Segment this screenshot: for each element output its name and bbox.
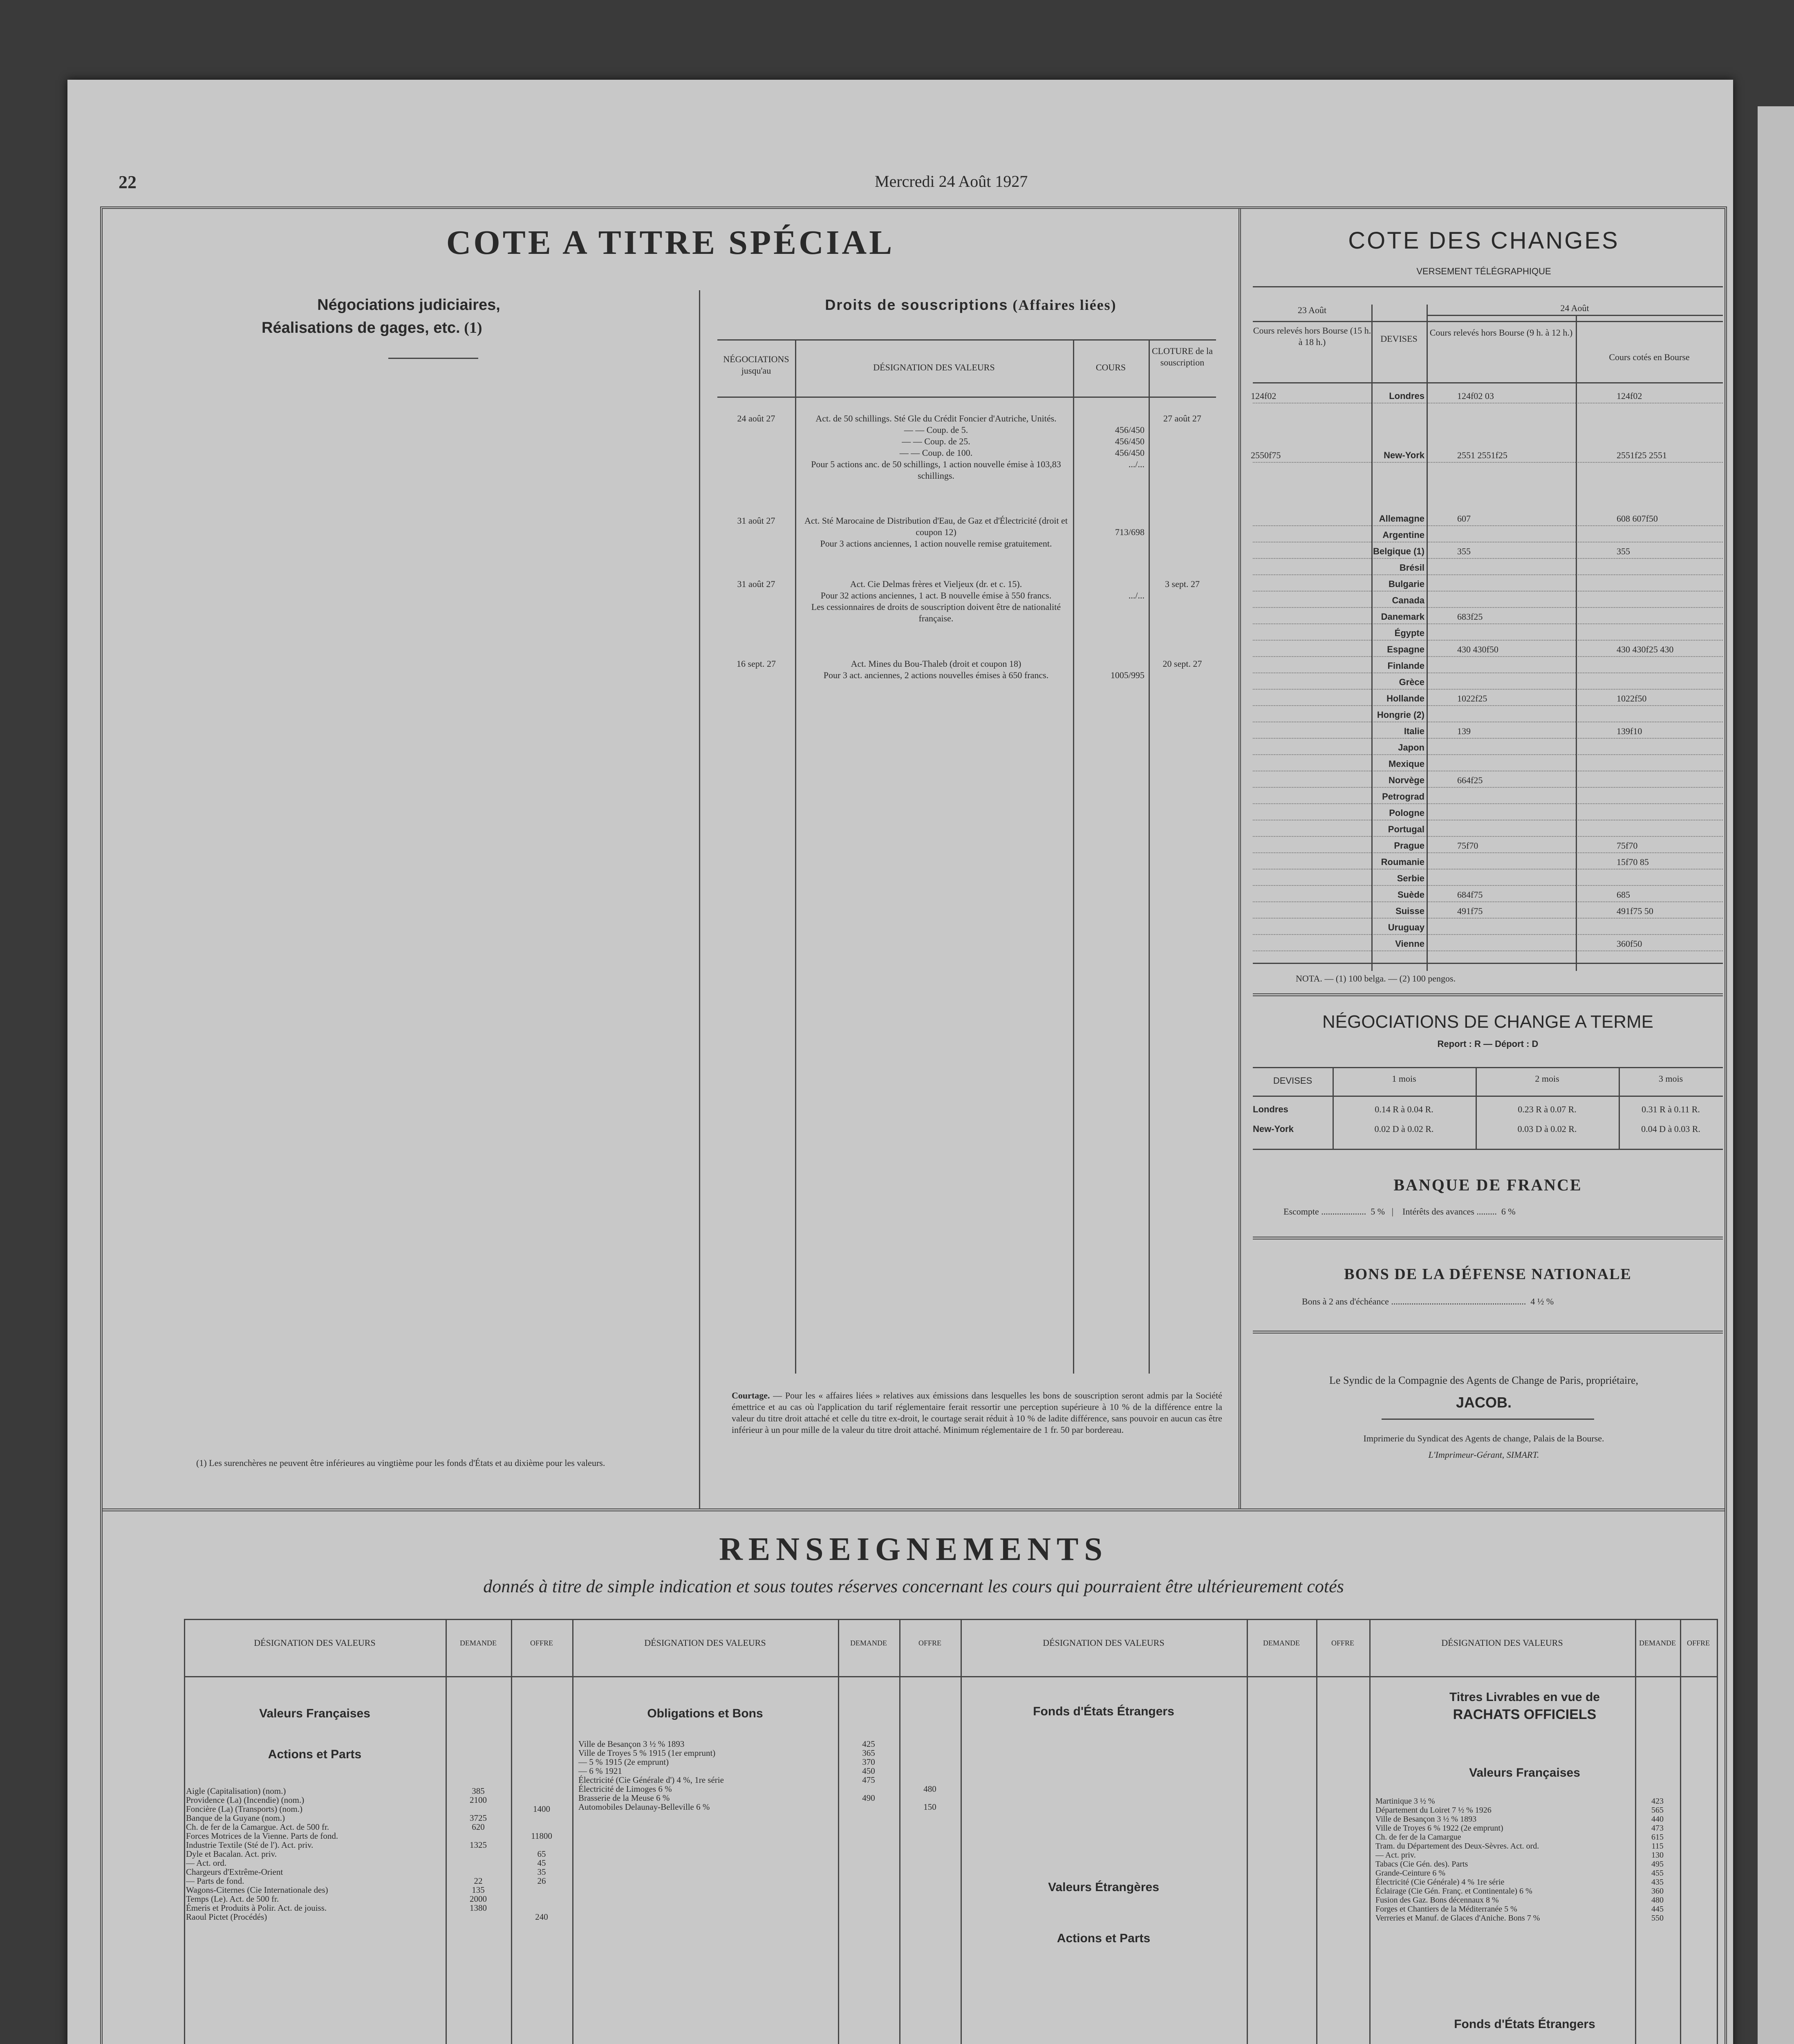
rens-item-name: Émeris et Produits à Polir. Act. de jouiss.	[186, 1903, 327, 1913]
changes-subtitle: VERSEMENT TÉLÉGRAPHIQUE	[1416, 266, 1551, 276]
rens-item-name: — Act. ord.	[186, 1858, 227, 1868]
rens-item-value: 565	[1651, 1806, 1664, 1815]
rens-item-name: Verreries et Manuf. de Glaces d'Aniche. Bons 7 %	[1375, 1914, 1540, 1923]
rens-item-name: Providence (La) (Incendie) (nom.)	[186, 1795, 305, 1805]
rens-heading: Actions et Parts	[1057, 1932, 1151, 1945]
rens-col-designation: DÉSIGNATION DES VALEURS	[1441, 1638, 1563, 1648]
rens-item-demande: 620	[472, 1822, 485, 1832]
rule	[1253, 321, 1723, 322]
cote-left-title-1: Négociations judiciaires,	[317, 296, 500, 314]
col-line	[446, 1619, 447, 2044]
changes-devise: Mexique	[1388, 759, 1424, 769]
changes-devise: Portugal	[1388, 824, 1424, 834]
rens-item-demande: 3725	[470, 1813, 487, 1823]
rens-subheading: Actions et Parts	[268, 1748, 362, 1761]
col-line	[1073, 339, 1074, 1374]
page-header	[119, 172, 1059, 196]
rens-item-name: Forges et Chantiers de la Méditerranée 5 %	[1375, 1905, 1517, 1914]
rens-col-demande: DEMANDE	[460, 1639, 497, 1647]
changes-bourse: 124f02	[1617, 391, 1642, 401]
changes-devise: Argentine	[1382, 530, 1424, 540]
rens-col-designation: DÉSIGNATION DES VALEURS	[644, 1638, 766, 1648]
col-line	[1149, 339, 1150, 1374]
terme-title: NÉGOCIATIONS DE CHANGE A TERME	[1322, 1012, 1654, 1032]
dotted-leader	[1253, 852, 1723, 853]
rens-heading: Valeurs Françaises	[259, 1707, 370, 1720]
banque-escompte: Escompte	[1283, 1206, 1319, 1217]
rens-item-offre: 150	[923, 1802, 936, 1812]
changes-devise: Grèce	[1399, 677, 1424, 687]
rens-item-value: 495	[1651, 1860, 1664, 1869]
rule	[1253, 1237, 1723, 1239]
changes-hors-bourse: 139	[1457, 726, 1471, 736]
rens-item-offre: 35	[537, 1867, 546, 1877]
changes-devise: Serbie	[1397, 873, 1424, 883]
dotted-leader	[1253, 918, 1723, 919]
banque-interets: Intérêts des avances	[1402, 1206, 1474, 1217]
renseignements-subtitle: donnés à titre de simple indication et sous toutes réserves concernant les cours qui pourraient être ultérieurement cotés	[483, 1576, 1344, 1596]
bons-row: Bons à 2 ans d'échéance ............................................................ 4 ½ %	[1302, 1296, 1554, 1307]
dotted-leader	[1253, 869, 1723, 870]
rens-item-name: — Act. priv.	[1375, 1851, 1416, 1860]
page-date: Mercredi 24 Août 1927	[875, 172, 1028, 191]
changes-devise: Espagne	[1387, 644, 1424, 654]
rens-item-value: 115	[1651, 1842, 1664, 1851]
droits-entry-text: Act. Mines du Bou-Thaleb (droit et coupon 18) Pour 3 act. anciennes, 2 actions nouvelles émises à 650 francs.	[823, 659, 1049, 680]
rens-item-offre: 65	[537, 1849, 546, 1859]
rens-item-value: 550	[1651, 1914, 1664, 1923]
rens-item-value: 130	[1651, 1851, 1664, 1860]
dotted-leader	[1253, 623, 1723, 624]
changes-devise: Égypte	[1394, 628, 1424, 638]
rens-col-offre: OFFRE	[530, 1639, 553, 1647]
rens-item-demande: 490	[862, 1793, 875, 1803]
bons-val: 4 ½ %	[1530, 1296, 1554, 1307]
rens-item-name: Raoul Pictet (Procédés)	[186, 1912, 267, 1922]
rens-item-demande: 2100	[470, 1795, 487, 1805]
rule	[184, 1676, 1717, 1677]
droits-entry-cours: 456/450 456/450 456/450 .../...	[1115, 425, 1144, 469]
rule	[1253, 963, 1723, 964]
rens-item-demande: 450	[862, 1766, 875, 1776]
rens-item-name: Tabacs (Cie Gén. des). Parts	[1375, 1860, 1468, 1869]
banque-title: BANQUE DE FRANCE	[1393, 1176, 1582, 1194]
rule	[1253, 993, 1723, 996]
changes-hors-bourse: 664f25	[1457, 775, 1483, 785]
rens-item-name: Foncière (La) (Transports) (nom.)	[186, 1804, 302, 1814]
dotted-leader	[1253, 705, 1723, 706]
dotted-leader	[1253, 901, 1723, 902]
changes-bourse: 139f10	[1617, 726, 1642, 736]
rens-item-demande: 1325	[470, 1840, 487, 1850]
col-line	[1576, 315, 1577, 971]
changes-title: COTE DES CHANGES	[1348, 227, 1619, 254]
changes-hors-bourse: 607	[1457, 513, 1471, 524]
rens-col-offre: OFFRE	[1331, 1639, 1355, 1647]
changes-bourse: 1022f50	[1617, 693, 1647, 704]
droits-entry-text: Act. Sté Marocaine de Distribution d'Eau, de Gaz et d'Électricité (droit et coupon 12) Pour 3 actions anciennes, 1 action nouvelle remise gratuitement.	[804, 515, 1068, 549]
dotted-leader	[1253, 591, 1723, 592]
dotted-leader	[1253, 950, 1723, 951]
changes-devise: Bulgarie	[1388, 579, 1424, 589]
rens-item-demande: 475	[862, 1775, 875, 1785]
changes-devise: Italie	[1404, 726, 1424, 736]
terme-2-mois: 0.23 R à 0.07 R.	[1518, 1104, 1577, 1114]
dotted-leader	[1253, 754, 1723, 755]
changes-hors-bourse: 684f75	[1457, 890, 1483, 900]
changes-bourse: 2551f25 2551	[1617, 450, 1667, 460]
terme-subtitle: Report : R — Déport : D	[1437, 1039, 1539, 1049]
renseignements-title: RENSEIGNEMENTS	[719, 1531, 1108, 1567]
rens-item-name: Temps (Le). Act. de 500 fr.	[186, 1894, 279, 1904]
droits-title: Droits de souscriptions	[825, 296, 1008, 313]
changes-prev-value: 2550f75	[1251, 450, 1281, 460]
changes-bourse: 355	[1617, 546, 1630, 556]
changes-date-right: 24 Août	[1560, 303, 1589, 313]
droits-entry-cloture: 20 sept. 27	[1162, 659, 1202, 669]
changes-hors-bourse: 124f02 03	[1457, 391, 1494, 401]
dotted-leader	[1253, 787, 1723, 788]
col-line	[795, 339, 796, 1374]
droits-entry-cours: .../...	[1128, 590, 1144, 601]
terme-col-devises: DEVISES	[1273, 1076, 1312, 1086]
rens-item-name: Ch. de fer de la Camargue. Act. de 500 fr.	[186, 1822, 329, 1832]
col-line	[838, 1619, 839, 2044]
dotted-leader	[1253, 836, 1723, 837]
droits-entry-cours: 713/698	[1115, 527, 1144, 537]
section-divider	[102, 1508, 1725, 1511]
rens-col-demande: DEMANDE	[1639, 1639, 1676, 1647]
rens-col-offre: OFFRE	[1686, 1639, 1710, 1647]
rens-item-name: Brasserie de la Meuse 6 %	[578, 1793, 670, 1803]
col-line	[1717, 1619, 1718, 2044]
rule	[1253, 1331, 1723, 1334]
rens-col-demande: DEMANDE	[850, 1639, 887, 1647]
rens-item-value: 455	[1651, 1869, 1664, 1878]
terme-3-mois: 0.31 R à 0.11 R.	[1642, 1104, 1700, 1114]
rens-item-name: Ville de Troyes 5 % 1915 (1er emprunt)	[578, 1748, 716, 1758]
dotted-leader	[1253, 803, 1723, 804]
banque-row: Escompte .................... 5 % | Intérêts des avances ......... 6 %	[1283, 1206, 1516, 1217]
changes-devise: Danemark	[1381, 612, 1424, 622]
droits-col-date: NÉGOCIATIONS jusqu'au	[723, 354, 789, 376]
rens-item-offre: 1400	[533, 1804, 550, 1814]
changes-bourse: 360f50	[1617, 939, 1642, 949]
separator	[699, 290, 700, 1508]
changes-bourse: 15f70 85	[1617, 857, 1649, 867]
col-line	[1316, 1619, 1317, 2044]
rens-item-demande: 365	[862, 1748, 875, 1758]
adjacent-page-edge	[1758, 106, 1794, 2044]
rens-heading: Valeurs Étrangères	[1048, 1880, 1159, 1894]
changes-bourse: 685	[1617, 890, 1630, 900]
changes-devise: Norvège	[1388, 775, 1424, 785]
rens-item-name: Aigle (Capitalisation) (nom.)	[186, 1786, 286, 1796]
changes-devise: Hongrie (2)	[1377, 710, 1424, 720]
rens-item-offre: 45	[537, 1858, 546, 1868]
terme-col-1: 1 mois	[1392, 1074, 1416, 1084]
rens-item-offre: 480	[923, 1784, 936, 1794]
changes-devise: Uruguay	[1388, 922, 1424, 932]
changes-devise: Petrograd	[1382, 791, 1424, 802]
syndic-name: JACOB.	[1456, 1394, 1512, 1411]
changes-devise: Finlande	[1387, 661, 1424, 671]
courtage-text: — Pour les « affaires liées » relatives aux émissions dans lesquelles les bons de souscription seront admis par la Société émettrice et au cas où l'application du tarif réglementaire ferait ressortir une perception supérieure à 10 % de la différence entre la valeur du titre droit attaché et celle du titre ex-droit, le courtage serait réduit à 10 % de ladite différence, sans pouvoir en aucun cas être inférieur à un pour mille de la valeur du titre droit attaché. Minimum réglementaire de 1 fr. 50 par bordereau.	[732, 1390, 1223, 1435]
changes-bourse: 608 607f50	[1617, 513, 1658, 524]
terme-devise: Londres	[1253, 1104, 1288, 1114]
changes-devise: Japon	[1398, 742, 1424, 753]
droits-title-2: (Affaires liées)	[1012, 297, 1117, 313]
droits-entry-text: Act. Cie Delmas frères et Vieljeux (dr. et c. 15). Pour 32 actions anciennes, 1 act. B nouvelle émise à 550 francs. Les cessionnaires de droits de souscription doivent être de nationalité française.	[811, 579, 1061, 623]
rens-item-demande: 2000	[470, 1894, 487, 1904]
dotted-leader	[1253, 885, 1723, 886]
droits-entry-cloture: 3 sept. 27	[1165, 579, 1200, 589]
dotted-leader	[1253, 574, 1723, 575]
changes-devise: Roumanie	[1381, 857, 1424, 867]
bons-title: BONS DE LA DÉFENSE NATIONALE	[1344, 1266, 1632, 1283]
changes-col-right: Cours cotés en Bourse	[1609, 352, 1690, 362]
rens-item-demande: 425	[862, 1739, 875, 1749]
rens-item-name: Forces Motrices de la Vienne. Parts de fond.	[186, 1831, 338, 1841]
changes-date-left: 23 Août	[1297, 305, 1327, 315]
terme-3-mois: 0.04 D à 0.03 R.	[1641, 1124, 1700, 1134]
changes-devise: Brésil	[1399, 563, 1424, 573]
rens-item-name: Fusion des Gaz. Bons décennaux 8 %	[1375, 1896, 1499, 1905]
courtage-label: Courtage.	[732, 1390, 770, 1401]
changes-hors-bourse: 2551 2551f25	[1457, 450, 1507, 460]
changes-hors-bourse: 1022f25	[1457, 693, 1487, 704]
page-number: 22	[119, 172, 137, 192]
rens-item-name: Wagons-Citernes (Cie Internationale des)	[186, 1885, 328, 1895]
rens-item-offre: 11800	[531, 1831, 552, 1841]
syndic-line3: L'Imprimeur-Gérant, SIMART.	[1428, 1450, 1539, 1460]
terme-1-mois: 0.02 D à 0.02 R.	[1374, 1124, 1434, 1134]
rule	[1253, 286, 1723, 287]
rule	[717, 397, 1216, 398]
changes-devise: New-York	[1384, 450, 1424, 460]
changes-col-devises: DEVISES	[1380, 334, 1418, 344]
col-line	[899, 1619, 900, 2044]
cote-title: COTE A TITRE SPÉCIAL	[446, 224, 895, 262]
terme-col-3: 3 mois	[1658, 1074, 1683, 1084]
rens-item-name: Ville de Besançon 3 ½ % 1893	[578, 1739, 685, 1749]
terme-2-mois: 0.03 D à 0.02 R.	[1517, 1124, 1577, 1134]
droits-entry-date: 24 août 27	[737, 413, 775, 424]
changes-hors-bourse: 355	[1457, 546, 1471, 556]
cote-left-footnote: (1) Les surenchères ne peuvent être inférieures au vingtième pour les fonds d'États et au dixième pour les valeurs.	[196, 1458, 605, 1468]
col-line	[1369, 1619, 1371, 2044]
rens-item-name: Éclairage (Cie Gén. Franç. et Continentale) 6 %	[1375, 1887, 1532, 1896]
droits-entry-text: Act. de 50 schillings. Sté Gle du Crédit Foncier d'Autriche, Unités. — — Coup. de 5. — — Coup. de 25. — — Coup. de 100. Pour 5 actions anc. de 50 schillings, 1 action nouvelle émise à 103,83 schillings.	[811, 413, 1061, 481]
rens-item-value: 435	[1651, 1878, 1664, 1887]
rens-item-name: Électricité de Limoges 6 %	[578, 1784, 672, 1794]
separator	[1239, 208, 1241, 1508]
dotted-leader	[1253, 672, 1723, 673]
changes-hors-bourse: 683f25	[1457, 612, 1483, 622]
rens-col-demande: DEMANDE	[1263, 1639, 1300, 1647]
col-line	[961, 1619, 962, 2044]
changes-devise: Londres	[1389, 391, 1424, 401]
bons-text: Bons à 2 ans d'échéance	[1302, 1296, 1389, 1307]
rens-item-name: Ch. de fer de la Camargue	[1375, 1833, 1461, 1842]
rule	[1382, 1419, 1594, 1420]
changes-nota: NOTA. — (1) 100 belga. — (2) 100 pengos.	[1296, 973, 1456, 984]
courtage-note	[732, 1390, 1222, 1436]
terme-1-mois: 0.14 R à 0.04 R.	[1375, 1104, 1433, 1114]
droits-entry-date: 31 août 27	[737, 579, 775, 589]
rens-item-name: Département du Loiret 7 ½ % 1926	[1375, 1806, 1492, 1815]
col-line	[1680, 1619, 1681, 2044]
cote-left-title-note: (1)	[464, 319, 482, 336]
droits-col-cours: COURS	[1095, 362, 1126, 372]
rens-item-demande: 385	[472, 1786, 485, 1796]
changes-bourse: 75f70	[1617, 840, 1638, 851]
changes-devise: Belgique (1)	[1373, 546, 1424, 556]
syndic-line1: Le Syndic de la Compagnie des Agents de Change de Paris, propriétaire,	[1329, 1374, 1638, 1386]
changes-prev-value: 124f02	[1251, 391, 1277, 401]
rule	[184, 1619, 1717, 1620]
droits-entry-cloture: 27 août 27	[1163, 413, 1201, 424]
rens-item-name: Banque de la Guyane (nom.)	[186, 1813, 285, 1823]
col-line	[184, 1619, 185, 2044]
rens-item-name: Chargeurs d'Extrême-Orient	[186, 1867, 283, 1877]
rens-item-value: 360	[1651, 1887, 1664, 1896]
rens-item-value: 473	[1651, 1824, 1664, 1833]
changes-devise: Vienne	[1395, 939, 1424, 949]
dotted-leader	[1253, 738, 1723, 739]
rens-item-name: — 6 % 1921	[578, 1766, 622, 1776]
droits-entry-cours: 1005/995	[1110, 670, 1144, 680]
col-line	[1427, 305, 1428, 971]
col-line	[572, 1619, 573, 2044]
rens-item-name: Automobiles Delaunay-Belleville 6 %	[578, 1802, 710, 1812]
changes-col-left: Cours relevés hors Bourse (15 h. à 18 h.)	[1253, 325, 1371, 347]
rule	[388, 358, 478, 359]
changes-col-mid: Cours relevés hors Bourse (9 h. à 12 h.)	[1429, 327, 1573, 338]
rens-heading: RACHATS OFFICIELS	[1453, 1707, 1597, 1722]
droits-col-designation: DÉSIGNATION DES VALEURS	[873, 362, 995, 372]
rens-subheading: Valeurs Françaises	[1469, 1766, 1580, 1780]
dotted-leader	[1253, 656, 1723, 657]
rens-item-demande: 22	[474, 1876, 483, 1886]
rens-item-name: Industrie Textile (Sté de l'). Act. priv.	[186, 1840, 314, 1850]
rens-heading: Fonds d'États Étrangers	[1033, 1705, 1174, 1718]
rens-item-offre: 26	[537, 1876, 546, 1886]
rens-item-demande: 1380	[470, 1903, 487, 1913]
rule	[717, 339, 1216, 341]
changes-devise: Hollande	[1386, 693, 1424, 704]
rens-item-name: — 5 % 1915 (2e emprunt)	[578, 1757, 669, 1767]
changes-bourse: 491f75 50	[1617, 906, 1653, 916]
rule	[1253, 1096, 1723, 1097]
rens-heading: Obligations et Bons	[647, 1707, 763, 1720]
terme-col-2: 2 mois	[1535, 1074, 1559, 1084]
changes-devise: Allemagne	[1379, 513, 1424, 524]
rens-col-offre: OFFRE	[918, 1639, 942, 1647]
rens-item-value: 480	[1651, 1896, 1664, 1905]
rens-item-name: — Parts de fond.	[186, 1876, 244, 1886]
banque-interets-val: 6 %	[1501, 1206, 1516, 1217]
changes-devise: Pologne	[1389, 808, 1424, 818]
droits-entry-date: 31 août 27	[737, 515, 775, 526]
changes-hors-bourse: 491f75	[1457, 906, 1483, 916]
changes-hors-bourse: 75f70	[1457, 840, 1478, 851]
droits-entry-date: 16 sept. 27	[737, 659, 776, 669]
rens-col-designation: DÉSIGNATION DES VALEURS	[254, 1638, 376, 1648]
rens-item-demande: 135	[472, 1885, 485, 1895]
rens-item-name: Dyle et Bacalan. Act. priv.	[186, 1849, 277, 1859]
rens-item-offre: 240	[535, 1912, 548, 1922]
rens-item-value: 423	[1651, 1797, 1664, 1806]
rens-heading: Titres Livrables en vue de	[1449, 1690, 1600, 1704]
dotted-leader	[1253, 934, 1723, 935]
cote-left-title-2: Réalisations de gages, etc.	[262, 319, 460, 336]
dotted-leader	[1253, 607, 1723, 608]
rens-item-name: Martinique 3 ½ %	[1375, 1797, 1435, 1806]
rens-item-value: 445	[1651, 1905, 1664, 1914]
dotted-leader	[1253, 462, 1723, 463]
rens-item-name: Ville de Besançon 3 ½ % 1893	[1375, 1815, 1477, 1824]
banque-escompte-val: 5 %	[1371, 1206, 1385, 1217]
rule	[1427, 315, 1723, 316]
changes-bourse: 430 430f25 430	[1617, 644, 1674, 654]
dotted-leader	[1253, 558, 1723, 559]
rens-item-name: Électricité (Cie Générale) 4 % 1re série	[1375, 1878, 1505, 1887]
rens-item-demande: 370	[862, 1757, 875, 1767]
col-line	[1247, 1619, 1248, 2044]
droits-col-cloture: CLOTURE de la souscription	[1151, 346, 1213, 368]
rens-item-value: 440	[1651, 1815, 1664, 1824]
changes-devise: Canada	[1392, 595, 1424, 605]
rens-subheading: Fonds d'États Étrangers	[1454, 2017, 1595, 2031]
rens-item-name: Grande-Ceinture 6 %	[1375, 1869, 1446, 1878]
changes-hors-bourse: 430 430f50	[1457, 644, 1498, 654]
rens-col-designation: DÉSIGNATION DES VALEURS	[1043, 1638, 1165, 1648]
dotted-leader	[1253, 689, 1723, 690]
dotted-leader	[1253, 640, 1723, 641]
dotted-leader	[1253, 525, 1723, 526]
rule	[1253, 1149, 1723, 1150]
rule	[1253, 382, 1723, 383]
rens-item-name: Ville de Troyes 6 % 1922 (2e emprunt)	[1375, 1824, 1503, 1833]
rule	[1253, 1067, 1723, 1068]
rens-item-name: Électricité (Cie Générale d') 4 %, 1re série	[578, 1775, 724, 1785]
rens-item-value: 615	[1651, 1833, 1664, 1842]
changes-devise: Prague	[1394, 840, 1424, 851]
changes-devise: Suisse	[1395, 906, 1424, 916]
rens-item-name: Tram. du Département des Deux-Sèvres. Act. ord.	[1375, 1842, 1539, 1851]
syndic-line2: Imprimerie du Syndicat des Agents de change, Palais de la Bourse.	[1363, 1433, 1604, 1443]
changes-devise: Suède	[1397, 890, 1424, 900]
terme-devise: New-York	[1253, 1124, 1294, 1134]
